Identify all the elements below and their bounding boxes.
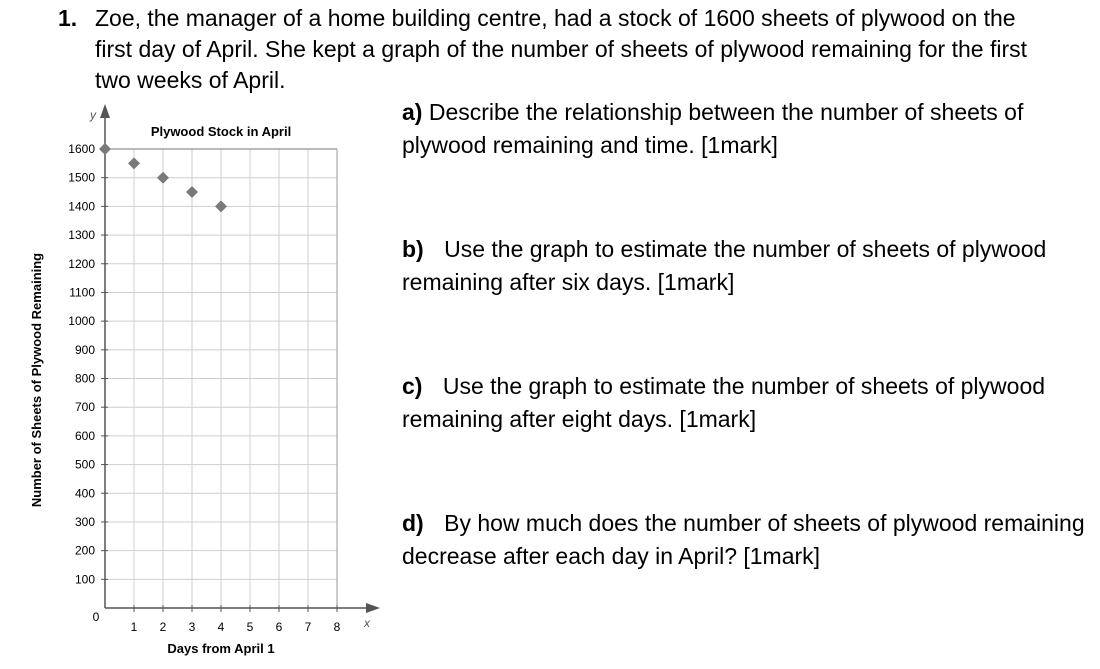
x-tick-label-3: 3: [188, 620, 196, 634]
chart-x-axis-label: Days from April 1: [167, 641, 275, 656]
y-tick-label-500: 500: [74, 457, 95, 472]
part-c: [402, 370, 1092, 436]
x-axis-arrow: [366, 603, 380, 613]
question-number: 1.: [58, 5, 78, 31]
chart-y-axis-label: Number of Sheets of Plywood Remaining: [29, 252, 44, 508]
y-tick-label-100: 100: [74, 572, 95, 587]
origin-label: 0: [92, 610, 100, 624]
y-axis-letter: y: [90, 108, 96, 122]
y-tick-label-400: 400: [74, 486, 95, 501]
y-tick-label-600: 600: [74, 428, 95, 443]
part-b: [402, 233, 1092, 299]
y-tick-label-800: 800: [74, 371, 95, 386]
x-tick-label-6: 6: [275, 620, 283, 634]
y-tick-label-1300: 1300: [68, 228, 95, 243]
x-axis-letter: x: [364, 616, 370, 630]
x-tick-label-4: 4: [217, 620, 225, 634]
y-tick-label-200: 200: [74, 543, 95, 558]
part-b-text: Use the graph to estimate the number of sheets of plywood remaining after six days. [1mark]: [402, 236, 1047, 295]
data-point-day-2: [157, 172, 169, 184]
part-a-letter: a): [402, 99, 423, 125]
chart-ticks: [68, 142, 340, 634]
x-tick-label-8: 8: [333, 620, 341, 634]
x-tick-label-2: 2: [159, 620, 167, 634]
chart-svg: [0, 0, 400, 664]
y-tick-label-1000: 1000: [68, 314, 95, 329]
plywood-chart: [0, 0, 400, 664]
part-c-text: Use the graph to estimate the number of sheets of plywood remaining after eight days. [1mark]: [402, 373, 1046, 432]
y-tick-label-1400: 1400: [68, 199, 95, 214]
x-tick-label-5: 5: [246, 620, 254, 634]
y-tick-label-1100: 1100: [69, 285, 95, 300]
part-c-letter: c): [402, 373, 423, 399]
x-tick-label-1: 1: [130, 620, 138, 634]
y-tick-label-1200: 1200: [68, 256, 95, 271]
chart-grid: [105, 149, 337, 608]
part-b-letter: b): [402, 236, 424, 262]
part-d: [402, 507, 1092, 573]
chart-axes: [100, 104, 380, 613]
question-text: Zoe, the manager of a home building centre, had a stock of 1600 sheets of plywood on the first day of April. She kept a graph of the number of sheets of plywood remaining for the first two weeks of April.: [95, 5, 1027, 93]
y-tick-label-700: 700: [74, 400, 95, 415]
data-point-day-1: [128, 157, 140, 169]
part-d-letter: d): [402, 510, 424, 536]
y-tick-label-900: 900: [74, 342, 95, 357]
x-tick-label-7: 7: [304, 620, 312, 634]
data-point-day-0: [99, 143, 111, 155]
y-tick-label-1600: 1600: [68, 142, 95, 156]
y-tick-label-300: 300: [74, 514, 95, 529]
y-tick-label-1500: 1500: [68, 170, 95, 185]
part-a: [402, 96, 1092, 162]
y-axis-arrow: [100, 104, 110, 118]
chart-title: Plywood Stock in April: [150, 124, 292, 139]
data-point-day-4: [215, 200, 227, 212]
data-point-day-3: [186, 186, 198, 198]
part-a-text: Describe the relationship between the number of sheets of plywood remaining and time. [1mark]: [402, 99, 1024, 158]
part-d-text: By how much does the number of sheets of plywood remaining decrease after each day in April? [1mark]: [402, 510, 1085, 569]
